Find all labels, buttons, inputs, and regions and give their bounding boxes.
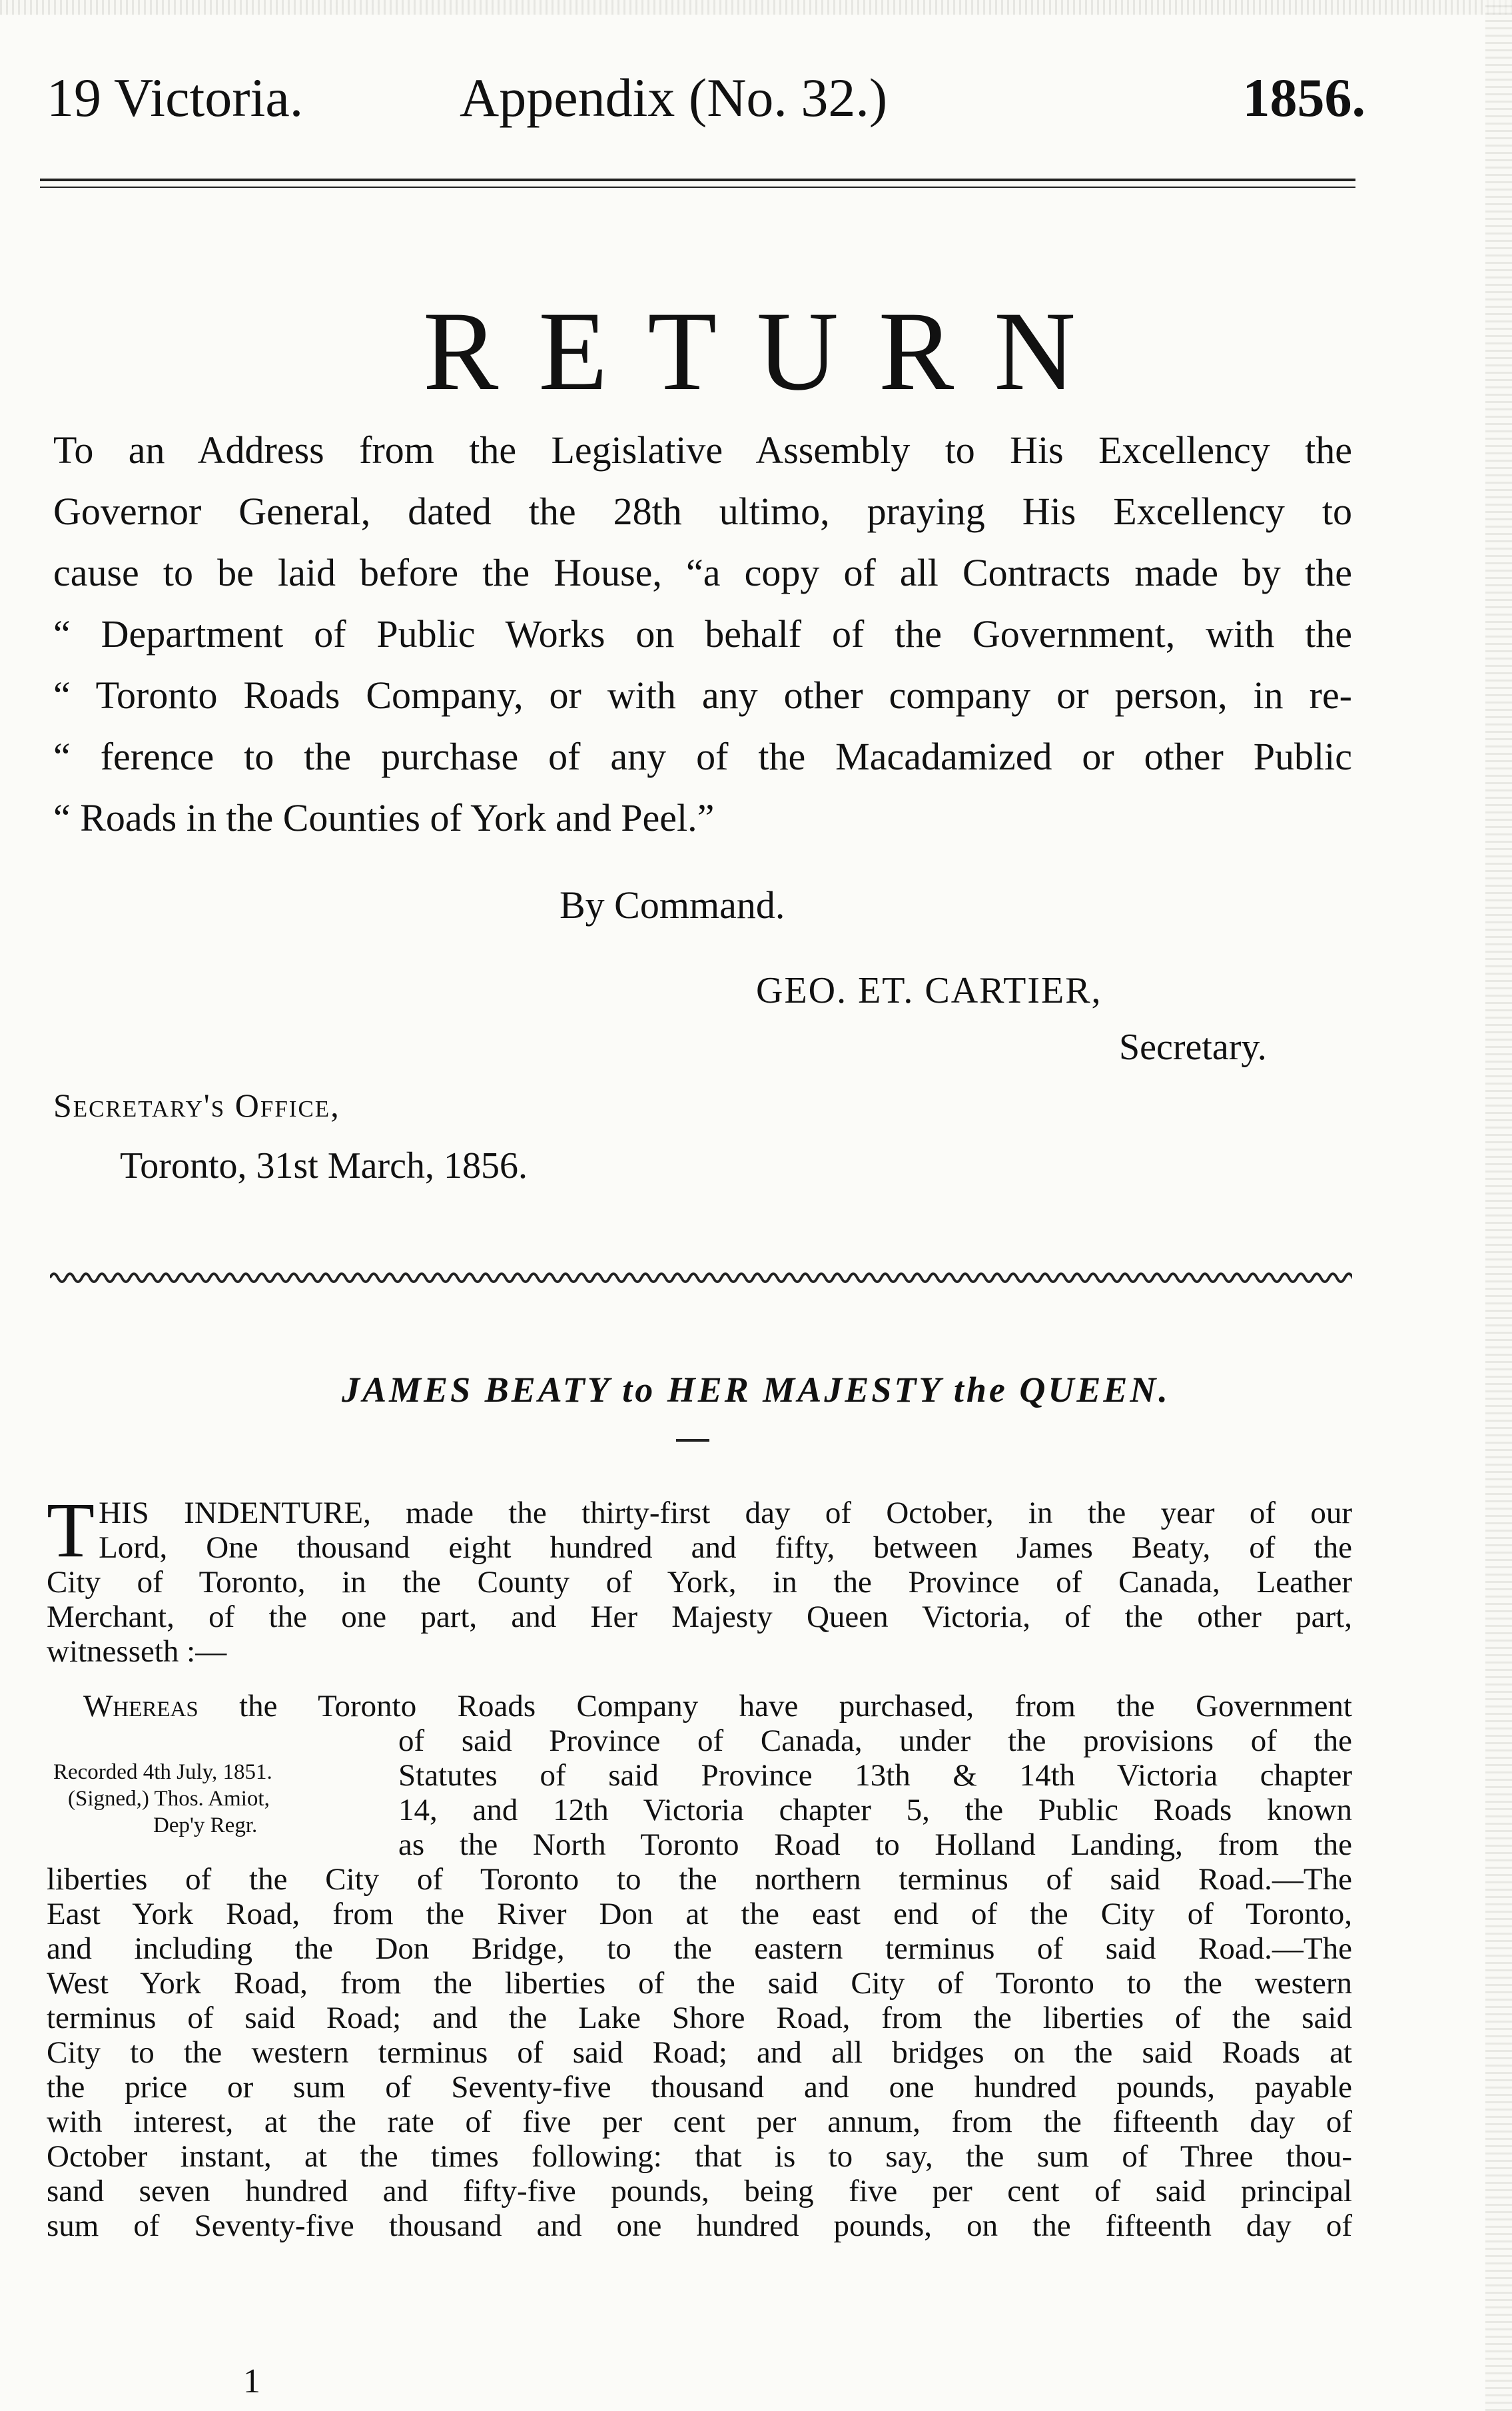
office-heading: Secretary's Office, [53,1087,340,1124]
text-line: with interest, at the rate of five per cent per annum, from the fifteenth day of [47,2105,1352,2139]
page-title: RETURN [423,288,1116,414]
text-line: Statutes of said Province 13th & 14th Victoria chapter [398,1758,1352,1793]
text-line [47,1689,1352,1723]
address-line: “ Department of Public Works on behalf of the Government, with the [53,612,1352,656]
text-line: sand seven hundred and fifty-five pounds, being five per cent of said principal [47,2174,1352,2208]
marginal-line: Dep'y Regr. [153,1813,258,1837]
header-year: 1856. [1242,67,1365,128]
header-rule-thin [40,187,1355,188]
address-line: To an Address from the Legislative Assembly to His Excellency the [53,428,1352,472]
header-session: 19 Victoria. [47,67,304,128]
signatory-title: Secretary. [1119,1027,1267,1068]
text-line: 14, and 12th Victoria chapter 5, the Public Roads known [398,1793,1352,1827]
text-line: Merchant, of the one part, and Her Majesty Queen Victoria, of the other part, [47,1600,1352,1634]
signatory-name: GEO. ET. CARTIER, [756,970,1102,1011]
address-line: Governor General, dated the 28th ultimo, praying His Excellency to [53,490,1352,533]
title-dash [676,1439,709,1442]
indenture-paragraph [47,1486,1352,1669]
office-date: Toronto, 31st March, 1856. [120,1145,528,1187]
wavy-divider [50,1266,1352,1290]
text-line: West York Road, from the liberties of the said City of Toronto to the western [47,1966,1352,2001]
address-line: “ ference to the purchase of any of the Macadamized or other Public [53,735,1352,778]
text-line: City to the western terminus of said Road; and all bridges on the said Roads at [47,2035,1352,2070]
address-line: cause to be laid before the House, “a copy of all Contracts made by the [53,551,1352,594]
text-line: liberties of the City of Toronto to the northern terminus of said Road.—The [47,1862,1352,1897]
text-line: and including the Don Bridge, to the eastern terminus of said Road.—The [47,1931,1352,1966]
text-line: October instant, at the times following: that is to say, the sum of Three thou- [47,2139,1352,2174]
text-line: the price or sum of Seventy-five thousand and one hundred pounds, payable [47,2070,1352,2105]
text-line: as the North Toronto Road to Holland Landing, from the [398,1827,1352,1862]
by-command: By Command. [560,883,785,927]
running-header [47,67,1365,140]
drop-cap: T [47,1486,95,1574]
marginal-line: (Signed,) Thos. Amiot, [68,1787,270,1811]
text-fragment: the Toronto Roads Company have purchased, from the Government [198,1689,1352,1723]
address-line: “ Toronto Roads Company, or with any other company or person, in re- [53,674,1352,717]
text-line: terminus of said Road; and the Lake Shore Road, from the liberties of the said [47,2001,1352,2035]
text-line: sum of Seventy-five thousand and one hundred pounds, on the fifteenth day of [47,2208,1352,2243]
header-appendix: Appendix (No. 32.) [460,67,888,128]
header-rule-thick [40,179,1355,181]
marginal-note [53,1759,373,1839]
address-paragraph [53,420,1352,849]
marginal-line: Recorded 4th July, 1851. [53,1760,272,1784]
address-line: “ Roads in the Counties of York and Peel.” [53,796,715,839]
page-number: 1 [243,2362,260,2400]
text-line: City of Toronto, in the County of York, in the Province of Canada, Leather [47,1565,1352,1600]
text-line: of said Province of Canada, under the provisions of the [398,1723,1352,1758]
text-line: witnesseth :— [47,1634,227,1669]
deed-title: JAMES BEATY to HER MAJESTY the QUEEN. [342,1370,1170,1410]
text-line: HIS INDENTURE, made the thirty-first day of October, in the year of our [99,1496,1352,1530]
text-line: Lord, One thousand eight hundred and fifty, between James Beaty, of the [99,1530,1352,1565]
text-line: East York Road, from the River Don at the east end of the City of Toronto, [47,1897,1352,1931]
whereas-word: Whereas [83,1689,198,1723]
scan-edge-top [0,0,1512,15]
